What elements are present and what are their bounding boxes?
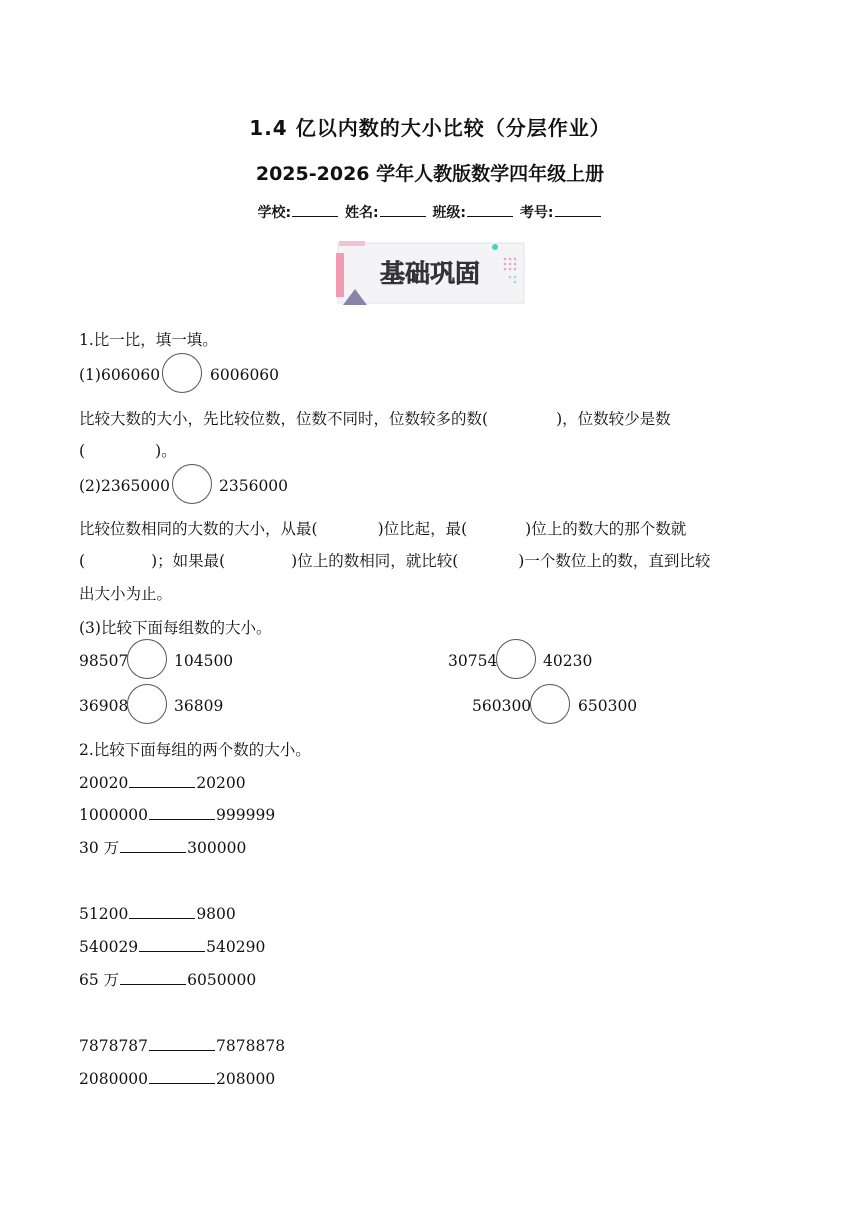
student-info-line (0, 202, 860, 222)
pair-4-left: 560300 (472, 697, 532, 715)
q2-row (79, 804, 275, 826)
q1-part2-compare-circle[interactable] (172, 464, 212, 504)
class-blank[interactable] (467, 204, 513, 217)
q2-row (79, 772, 246, 794)
pair-4-right: 650300 (578, 697, 638, 715)
q2-row (79, 903, 236, 925)
pair-3-left: 36908 (79, 697, 129, 715)
rule-text: ( (79, 552, 86, 570)
q1-part2-rule-line3: 出大小为止。 (79, 585, 173, 603)
q2-left-number: 30 万 (79, 839, 120, 857)
rule-text: )位上的数相同，就比较( (291, 552, 459, 570)
q2-row (79, 1035, 285, 1057)
question-2-heading: 2.比较下面每组的两个数的大小。 (79, 741, 311, 759)
pair-4-compare-circle[interactable] (530, 684, 570, 724)
q2-left-number: 51200 (79, 905, 129, 923)
pair-3-compare-circle[interactable] (127, 684, 167, 724)
rule-text: )位上的数大的那个数就 (525, 520, 687, 538)
answer-blank[interactable] (120, 838, 186, 853)
q2-right-number: 20200 (196, 774, 246, 792)
q1-part2-left-number: (2)2365000 (79, 477, 170, 495)
q1-part1-left-number: (1)606060 (79, 366, 161, 384)
pair-1-compare-circle[interactable] (127, 639, 167, 679)
q2-left-number: 540029 (79, 938, 139, 956)
answer-blank[interactable] (149, 1036, 215, 1051)
q2-row (79, 1068, 275, 1090)
section-badge-label: 基础巩固 (379, 259, 481, 288)
q1-part2-rule-line2 (79, 550, 710, 572)
pair-3-right: 36809 (174, 697, 224, 715)
answer-blank[interactable] (129, 773, 195, 788)
q1-part1-right-number: 6006060 (210, 366, 280, 384)
rule-text: )一个数位上的数，直到比较 (518, 552, 711, 570)
rule-text: )，位数较少是数 (556, 410, 671, 428)
q2-right-number: 300000 (187, 839, 247, 857)
answer-blank[interactable] (149, 1069, 215, 1084)
q2-row (79, 837, 246, 859)
section-badge (333, 239, 527, 307)
q1-part2-right-number: 2356000 (219, 477, 289, 495)
page-subtitle: 2025-2026 学年人教版数学四年级上册 (255, 163, 605, 185)
pair-2-left: 30754 (448, 652, 498, 670)
rule-text: )位比起，最( (377, 520, 468, 538)
rule-text: )。 (155, 442, 177, 460)
pair-1-right: 104500 (174, 652, 234, 670)
pair-2-right: 40230 (543, 652, 593, 670)
pair-1-left: 98507 (79, 652, 129, 670)
q2-left-number: 1000000 (79, 806, 149, 824)
q1-part2-rule-line1 (79, 518, 686, 540)
q2-row (79, 936, 265, 958)
question-1-heading: 1.比一比，填一填。 (79, 331, 218, 349)
name-blank[interactable] (380, 204, 426, 217)
school-blank[interactable] (292, 204, 338, 217)
q2-left-number: 7878787 (79, 1037, 149, 1055)
rule-text: )；如果最( (151, 552, 226, 570)
class-label: 班级: (432, 205, 467, 221)
rule-text: 比较大数的大小，先比较位数，位数不同时，位数较多的数( (79, 410, 489, 428)
answer-blank[interactable] (139, 937, 205, 952)
q2-right-number: 540290 (206, 938, 266, 956)
q1-part1-rule-line2 (79, 440, 177, 462)
q2-left-number: 20020 (79, 774, 129, 792)
q2-right-number: 999999 (216, 806, 276, 824)
answer-blank[interactable] (120, 970, 186, 985)
answer-blank[interactable] (129, 904, 195, 919)
name-label: 姓名: (344, 205, 379, 221)
page-title: 1.4 亿以内数的大小比较（分层作业） (249, 116, 611, 140)
answer-blank[interactable] (149, 805, 215, 820)
q2-row (79, 969, 256, 991)
q2-right-number: 9800 (196, 905, 236, 923)
rule-text: 比较位数相同的大数的大小，从最( (79, 520, 318, 538)
q1-part1-compare-circle[interactable] (162, 353, 202, 393)
q2-right-number: 6050000 (187, 971, 257, 989)
exam-number-blank[interactable] (555, 204, 601, 217)
school-label: 学校: (257, 205, 292, 221)
q2-right-number: 7878878 (216, 1037, 286, 1055)
pair-2-compare-circle[interactable] (496, 639, 536, 679)
q2-left-number: 65 万 (79, 971, 120, 989)
q2-left-number: 2080000 (79, 1070, 149, 1088)
q2-right-number: 208000 (216, 1070, 276, 1088)
q1-part3-heading: (3)比较下面每组数的大小。 (79, 619, 272, 637)
q1-part1-rule-line1 (79, 408, 671, 430)
rule-text: ( (79, 442, 86, 460)
exam-number-label: 考号: (519, 205, 554, 221)
